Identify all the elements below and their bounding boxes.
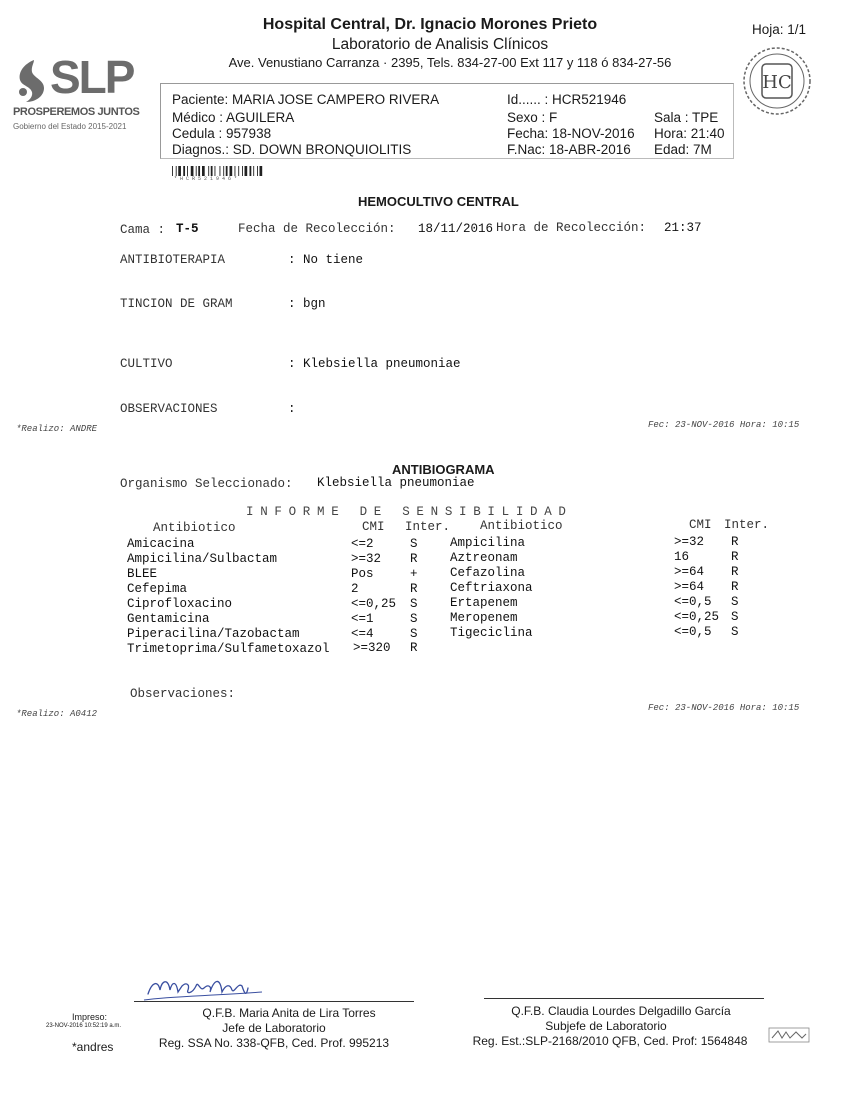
table-row-name: Aztreonam xyxy=(450,551,518,565)
patient-date: Fecha: 18-NOV-2016 xyxy=(507,126,635,141)
table-row-name: BLEE xyxy=(127,567,158,581)
table-row-cmi: <=0,5 xyxy=(674,595,712,609)
table-row-inter: R xyxy=(410,641,418,655)
hospital-seal-icon xyxy=(740,44,814,118)
table-row-name: Amicacina xyxy=(127,537,195,551)
barcode-text: * H C R 5 2 1 9 4 6 * xyxy=(174,176,238,182)
table-row-name: Cefazolina xyxy=(450,566,526,580)
table-row-cmi: <=2 xyxy=(351,537,374,551)
logo-subtag: Gobierno del Estado 2015-2021 xyxy=(13,122,127,131)
table-row-inter: R xyxy=(731,535,739,549)
fec-hemocultivo: Fec: 23-NOV-2016 Hora: 10:15 xyxy=(648,420,800,430)
table-row-cmi: <=0,25 xyxy=(674,610,720,624)
table-row-inter: S xyxy=(410,537,418,551)
table-row-inter: S xyxy=(731,625,739,639)
cultivo-value: : Klebsiella pneumoniae xyxy=(288,357,461,371)
seal-text: HC xyxy=(762,72,792,93)
antibioterapia-label: ANTIBIOTERAPIA xyxy=(120,253,226,267)
logo-tagline: PROSPEREMOS JUNTOS xyxy=(13,106,140,118)
table-row-cmi: >=64 xyxy=(674,580,705,594)
table-row-name: Ceftriaxona xyxy=(450,581,533,595)
table-row-cmi: <=0,25 xyxy=(351,597,397,611)
signature-scribble-icon xyxy=(142,972,272,1008)
patient-name: Paciente: MARIA JOSE CAMPERO RIVERA xyxy=(172,92,440,107)
stamp-scribble-icon xyxy=(768,1026,810,1044)
col-antibiotico-left: Antibiotico xyxy=(153,521,236,535)
table-row-inter: R xyxy=(410,582,418,596)
sig-right-name: Q.F.B. Claudia Lourdes Delgadillo García xyxy=(511,1004,731,1018)
col-cmi-left: CMI xyxy=(362,520,385,534)
table-row-inter: R xyxy=(731,565,739,579)
sig-right-reg: Reg. Est.:SLP-2168/2010 QFB, Ced. Prof: 1564848 xyxy=(472,1034,748,1048)
impreso-date: 23-NOV-2016 10:52:19 a.m. xyxy=(46,1023,122,1029)
observaciones-label: OBSERVACIONES xyxy=(120,402,218,416)
table-row-cmi: <=1 xyxy=(351,612,374,626)
table-row-name: Ampicilina xyxy=(450,536,526,550)
table-row-inter: S xyxy=(410,627,418,641)
table-row-cmi: >=64 xyxy=(674,565,705,579)
signature-line-right xyxy=(484,998,764,999)
table-row-name: Ertapenem xyxy=(450,596,518,610)
patient-cedula: Cedula : 957938 xyxy=(172,126,272,141)
fecha-recoleccion-value: 18/11/2016 xyxy=(418,222,494,236)
realizo-andre: *Realizo: ANDRE xyxy=(16,424,98,434)
col-inter-right: Inter. xyxy=(724,518,770,532)
table-row-cmi: >=320 xyxy=(353,641,391,655)
table-row-name: Ampicilina/Sulbactam xyxy=(127,552,278,566)
antibiograma-title: ANTIBIOGRAMA xyxy=(392,462,495,477)
tincion-value: : bgn xyxy=(288,297,326,311)
table-row-cmi: 2 xyxy=(351,582,359,596)
table-row-cmi: Pos xyxy=(351,567,374,581)
hemocultivo-title: HEMOCULTIVO CENTRAL xyxy=(358,194,519,209)
hospital-address: Ave. Venustiano Carranza · 2395, Tels. 834-27-00 Ext 117 y 118 ó 834-27-56 xyxy=(228,55,672,70)
table-row-cmi: >=32 xyxy=(351,552,382,566)
table-row-cmi: 16 xyxy=(674,550,690,564)
signature-line-left xyxy=(134,1001,414,1002)
sig-left-name: Q.F.B. Maria Anita de Lira Torres xyxy=(202,1006,376,1020)
sig-left-role: Jefe de Laboratorio xyxy=(222,1021,326,1035)
lab-subtitle: Laboratorio de Analisis Clínicos xyxy=(331,36,549,53)
patient-id: Id...... : HCR521946 xyxy=(507,92,627,107)
sig-right-role: Subjefe de Laboratorio xyxy=(545,1019,667,1033)
fec-antibiograma: Fec: 23-NOV-2016 Hora: 10:15 xyxy=(648,703,800,713)
col-cmi-right: CMI xyxy=(689,518,712,532)
organismo-label: Organismo Seleccionado: xyxy=(120,477,293,491)
slp-logo-text: SLP xyxy=(50,51,134,103)
realizo-a0412: *Realizo: A0412 xyxy=(16,709,98,719)
table-row-name: Trimetoprima/Sulfametoxazol xyxy=(127,642,330,656)
patient-age: Edad: 7M xyxy=(654,142,712,157)
cultivo-label: CULTIVO xyxy=(120,357,173,371)
col-antibiotico-right: Antibiotico xyxy=(480,519,563,533)
patient-diagnosis: Diagnos.: SD. DOWN BRONQUIOLITIS xyxy=(172,142,412,157)
table-row-inter: R xyxy=(731,580,739,594)
hora-recoleccion-value: 21:37 xyxy=(664,221,702,235)
observaciones-value: : xyxy=(288,402,296,416)
table-row-inter: S xyxy=(410,612,418,626)
table-row-inter: S xyxy=(731,595,739,609)
impreso-label: Impreso: xyxy=(72,1012,108,1022)
table-row-inter: S xyxy=(410,597,418,611)
table-row-inter: R xyxy=(410,552,418,566)
fecha-recoleccion-label: Fecha de Recolección: xyxy=(238,222,396,236)
hora-recoleccion-label: Hora de Recolección: xyxy=(496,221,647,235)
patient-doctor: Médico : AGUILERA xyxy=(172,110,295,125)
table-row-name: Meropenem xyxy=(450,611,518,625)
table-row-cmi: <=4 xyxy=(351,627,374,641)
table-row-name: Cefepima xyxy=(127,582,188,596)
sig-left-reg: Reg. SSA No. 338-QFB, Ced. Prof. 995213 xyxy=(158,1036,390,1050)
antibiograma-observaciones-label: Observaciones: xyxy=(130,687,236,701)
cama-value: T-5 xyxy=(176,222,199,236)
patient-sala: Sala : TPE xyxy=(654,110,719,125)
table-row-name: Gentamicina xyxy=(127,612,210,626)
col-inter-left: Inter. xyxy=(405,520,451,534)
table-row-name: Tigeciclina xyxy=(450,626,533,640)
patient-birthdate: F.Nac: 18-ABR-2016 xyxy=(507,142,631,157)
table-row-inter: + xyxy=(410,567,418,581)
table-row-name: Piperacilina/Tazobactam xyxy=(127,627,300,641)
table-row-inter: S xyxy=(731,610,739,624)
informe-sensibilidad: INFORME DE SENSIBILIDAD xyxy=(246,505,573,519)
patient-sex: Sexo : F xyxy=(507,110,558,125)
patient-time: Hora: 21:40 xyxy=(654,126,725,141)
table-row-cmi: >=32 xyxy=(674,535,705,549)
table-row-cmi: <=0,5 xyxy=(674,625,712,639)
andres-tag: *andres xyxy=(72,1040,114,1054)
slp-logo-icon xyxy=(14,58,50,104)
table-row-name: Ciprofloxacino xyxy=(127,597,233,611)
antibioterapia-value: : No tiene xyxy=(288,253,364,267)
organismo-value: Klebsiella pneumoniae xyxy=(317,476,475,490)
cama-label: Cama : xyxy=(120,223,166,237)
table-row-inter: R xyxy=(731,550,739,564)
page-counter: Hoja: 1/1 xyxy=(752,22,807,37)
tincion-label: TINCION DE GRAM xyxy=(120,297,233,311)
hospital-title: Hospital Central, Dr. Ignacio Morones Prieto xyxy=(262,16,598,33)
